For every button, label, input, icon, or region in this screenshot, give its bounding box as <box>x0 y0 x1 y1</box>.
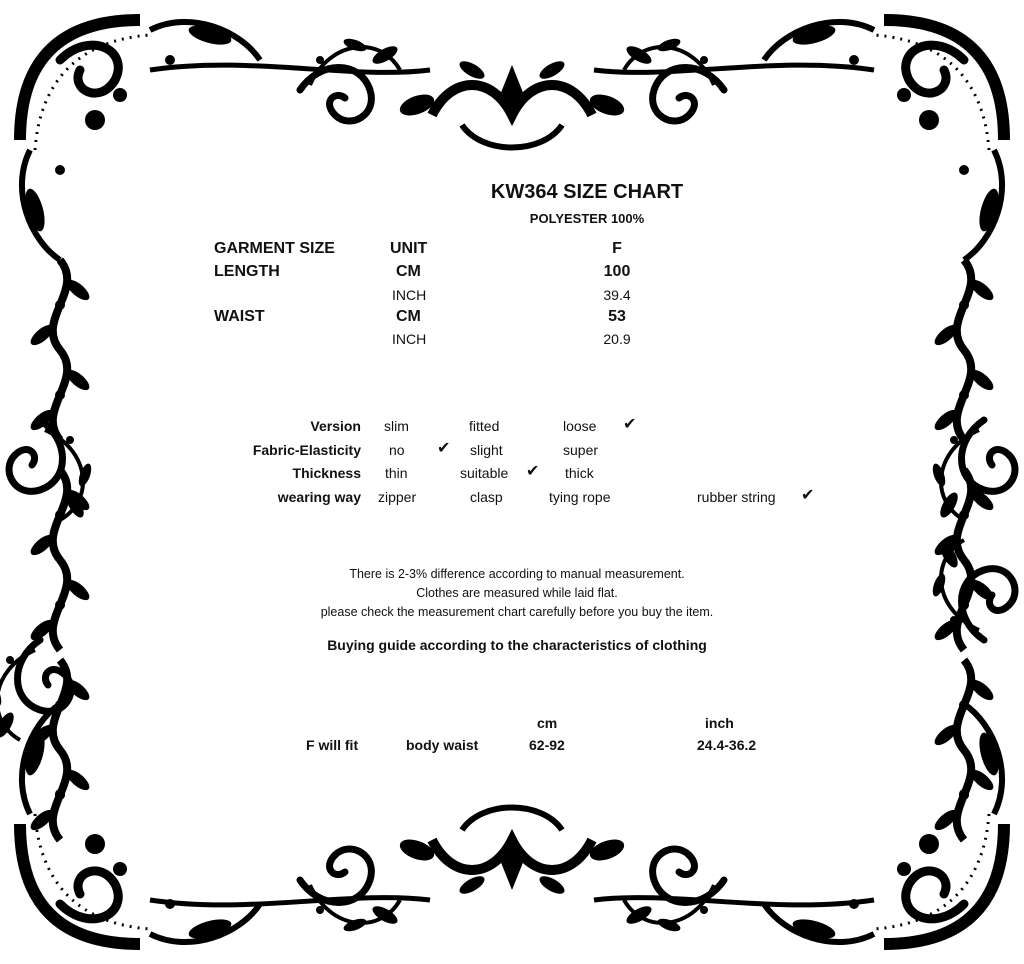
row-length-unit: CM <box>396 263 421 280</box>
row-length-inch-unit: INCH <box>392 287 427 303</box>
header-garment-size: GARMENT SIZE <box>214 240 335 257</box>
note-line-3: please check the measurement chart carefully before you buy the item. <box>320 605 714 619</box>
attr-wearing-way-label: wearing way <box>277 489 361 505</box>
attr-thickness-option-thin: thin <box>385 465 408 481</box>
row-waist-inch-value: 20.9 <box>603 331 631 347</box>
check-icon: ✔ <box>801 487 815 504</box>
attr-wearing-option-zipper: zipper <box>378 489 417 505</box>
row-length-label: LENGTH <box>214 263 280 280</box>
guide-inch-value: 24.4-36.2 <box>697 737 757 753</box>
attr-wearing-option-tying-rope: tying rope <box>549 489 611 505</box>
row-waist-inch-unit: INCH <box>392 331 427 347</box>
guide-row-measure: body waist <box>406 737 479 753</box>
row-waist-value: 53 <box>608 308 626 325</box>
attr-thickness-option-suitable: suitable <box>460 465 509 481</box>
header-unit: UNIT <box>390 240 428 257</box>
attr-elasticity-option-super: super <box>563 442 599 458</box>
chart-title: KW364 SIZE CHART <box>490 181 684 203</box>
check-icon: ✔ <box>623 416 637 433</box>
attr-thickness-label: Thickness <box>292 465 361 481</box>
row-waist-label: WAIST <box>214 308 265 325</box>
header-size-f: F <box>612 240 622 257</box>
check-icon: ✔ <box>437 440 451 457</box>
attr-elasticity-option-no: no <box>389 442 405 458</box>
note-line-2: Clothes are measured while laid flat. <box>416 586 618 600</box>
row-length-value: 100 <box>603 263 631 280</box>
row-waist-unit: CM <box>396 308 421 325</box>
guide-row-label: F will fit <box>306 737 359 753</box>
attr-thickness-option-thick: thick <box>565 465 594 481</box>
attr-version-label: Version <box>310 418 361 434</box>
attr-elasticity-label: Fabric-Elasticity <box>252 442 361 458</box>
guide-col-cm: cm <box>537 715 558 731</box>
attr-elasticity-option-slight: slight <box>470 442 503 458</box>
buying-guide-heading: Buying guide according to the characteristics of clothing <box>327 637 707 653</box>
attr-version-option-loose: loose <box>563 418 597 434</box>
attr-version-option-fitted: fitted <box>469 418 500 434</box>
attr-wearing-option-clasp: clasp <box>470 489 503 505</box>
material-label: POLYESTER 100% <box>529 211 645 226</box>
row-length-inch-value: 39.4 <box>603 287 631 303</box>
attr-wearing-option-rubber-string: rubber string <box>697 489 776 505</box>
check-icon: ✔ <box>526 463 540 480</box>
note-line-1: There is 2-3% difference according to manual measurement. <box>349 567 685 581</box>
attr-version-option-slim: slim <box>384 418 409 434</box>
guide-cm-value: 62-92 <box>529 737 565 753</box>
guide-col-inch: inch <box>705 715 734 731</box>
